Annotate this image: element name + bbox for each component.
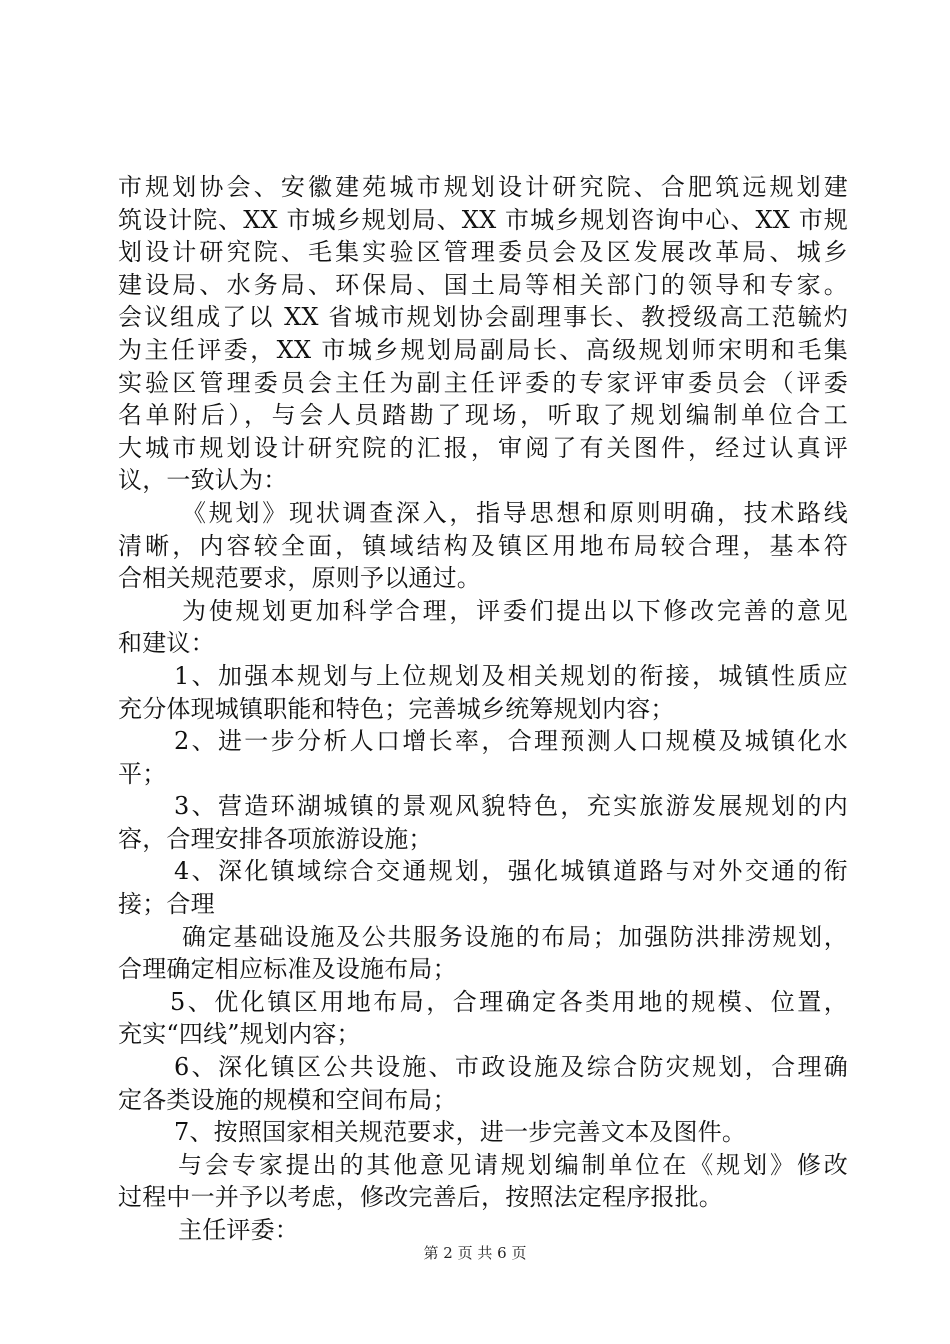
page-number-footer: 第 2 页 共 6 页 [423, 1244, 527, 1262]
signature-label: 主任评委： [178, 1216, 299, 1244]
text-line: 为主任评委，XX 市城乡规划局副局长、高级规划师宋明和毛集 [118, 335, 848, 364]
text-line: 合理确定相应标准及设施布局； [118, 955, 457, 984]
paragraph-first-line: 《规划》现状调查深入，指导思想和原则明确，技术路线 [182, 498, 848, 527]
paragraph-first-line: 确定基础设施及公共服务设施的布局；加强防洪排涝规划， [182, 922, 848, 951]
text-line: 和建议： [118, 629, 215, 658]
text-line: 过程中一并予以考虑，修改完善后，按照法定程序报批。 [118, 1183, 723, 1212]
list-item-first-line: 6、深化镇区公共设施、市政设施及综合防灾规划，合理确 [174, 1053, 848, 1082]
list-item-first-line: 7、按照国家相关规范要求，进一步完善文本及图件。 [174, 1118, 747, 1147]
text-line: 市规划协会、安徽建苑城市规划设计研究院、合肥筑远规划建 [118, 173, 848, 201]
text-line: 清晰，内容较全面，镇域结构及镇区用地布局较合理，基本符 [118, 531, 848, 560]
text-line: 实验区管理委员会主任为副主任评委的专家评审委员会（评委 [118, 368, 848, 397]
text-line: 平； [118, 759, 167, 788]
paragraph-first-line: 为使规划更加科学合理，评委们提出以下修改完善的意见 [182, 596, 848, 625]
text-line: 名单附后），与会人员踏勘了现场，听取了规划编制单位合工 [118, 401, 848, 430]
text-line: 充实“四线”规划内容； [118, 1020, 361, 1049]
text-line: 议，一致认为： [118, 466, 288, 495]
text-line: 容，合理安排各项旅游设施； [118, 824, 433, 853]
text-line: 会议组成了以 XX 省城市规划协会副理事长、教授级高工范毓灼 [118, 303, 848, 332]
document-body [118, 171, 848, 1247]
text-line: 筑设计院、XX 市城乡规划局、XX 市城乡规划咨询中心、XX 市规 [118, 205, 848, 234]
text-line: 定各类设施的规模和空间布局； [118, 1085, 457, 1114]
paragraph-first-line: 与会专家提出的其他意见请规划编制单位在《规划》修改 [178, 1150, 848, 1179]
list-item-first-line: 2、进一步分析人口增长率，合理预测人口规模及城镇化水 [174, 727, 848, 756]
text-line: 接；合理 [118, 890, 215, 919]
list-item-first-line: 4、深化镇域综合交通规划，强化城镇道路与对外交通的衔 [174, 857, 848, 886]
text-line: 合相关规范要求，原则予以通过。 [118, 564, 481, 593]
text-line: 建设局、水务局、环保局、国土局等相关部门的领导和专家。 [118, 270, 848, 299]
text-line: 划设计研究院、毛集实验区管理委员会及区发展改革局、城乡 [118, 238, 848, 267]
list-item-first-line: 3、营造环湖城镇的景观风貌特色，充实旅游发展规划的内 [174, 792, 848, 821]
text-line: 大城市规划设计研究院的汇报，审阅了有关图件，经过认真评 [118, 433, 848, 462]
list-item-first-line: 1、加强本规划与上位规划及相关规划的衔接，城镇性质应 [174, 661, 848, 690]
list-item-first-line: 5、优化镇区用地布局，合理确定各类用地的规模、位置， [170, 987, 848, 1016]
text-line: 充分体现城镇职能和特色；完善城乡统筹规划内容； [118, 694, 675, 723]
